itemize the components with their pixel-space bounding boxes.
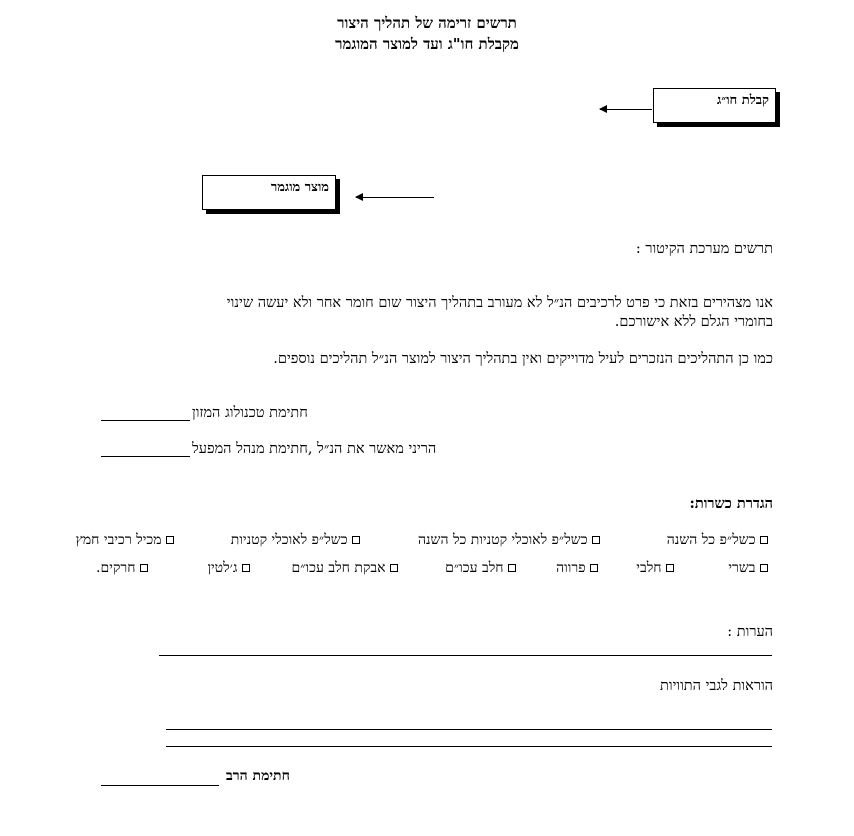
notes-line[interactable] xyxy=(159,655,772,656)
checkbox[interactable] xyxy=(352,536,360,544)
kashrut-option[interactable] xyxy=(445,560,516,577)
kashrut-option-label: כשל״פ כל השנה xyxy=(666,532,756,548)
kashrut-option-label: כשל״פ לאוכלי קטניות xyxy=(230,532,348,548)
rabbi-signature-label: חתימת הרב xyxy=(226,768,290,784)
notes-label: הערות : xyxy=(727,624,773,640)
checkbox[interactable] xyxy=(592,536,600,544)
labeling-line[interactable] xyxy=(166,746,772,747)
kashrut-option-label: בשרי xyxy=(728,560,756,576)
checkbox[interactable] xyxy=(242,564,250,572)
technologist-signature-label: חתימת טכנולוג המזון xyxy=(192,405,308,421)
checkbox[interactable] xyxy=(666,564,674,572)
kashrut-option[interactable] xyxy=(667,532,768,549)
checkbox[interactable] xyxy=(166,536,174,544)
kashrut-option[interactable] xyxy=(76,532,174,549)
kashrut-heading: הגדרת כשרות: xyxy=(689,495,773,512)
arrow-left-icon xyxy=(600,109,652,110)
kashrut-option[interactable] xyxy=(556,560,598,577)
kashrut-option-label: כשל״פ לאוכלי קטניות כל השנה xyxy=(417,532,588,548)
kashrut-option-label: חרקים. xyxy=(96,560,136,576)
labeling-line[interactable] xyxy=(166,729,772,730)
kashrut-option[interactable] xyxy=(636,560,674,577)
process-declaration: כמו כן התהליכים הנזכרים לעיל מדוייקים ואין בתהליך היצור למוצר הנ״ל תהליכים נוספים. xyxy=(273,351,773,367)
kashrut-option-label: פרווה xyxy=(556,560,586,576)
steam-system-label: תרשים מערכת הקיטור : xyxy=(635,241,773,257)
flow-box-finished-product-label: מוצר מוגמר xyxy=(270,180,329,195)
technologist-signature-line[interactable] xyxy=(101,420,190,421)
kashrut-option-label: חלב עכו״ם xyxy=(445,560,504,576)
declaration-line: אנו מצהירים בזאת כי פרט לרכיבים הנ״ל לא מעורב בתהליך היצור שום חומר אחר ולא יעשה שינוי xyxy=(226,295,773,311)
declaration-paragraph xyxy=(93,294,773,332)
kashrut-option[interactable] xyxy=(96,560,148,577)
checkbox[interactable] xyxy=(140,564,148,572)
flow-box-raw-materials-label: קבלת חו״ג xyxy=(716,93,769,108)
kashrut-option-label: חלבי xyxy=(636,560,662,576)
checkbox[interactable] xyxy=(760,564,768,572)
checkbox[interactable] xyxy=(590,564,598,572)
document-title: תרשים זרימה של תהליך היצור xyxy=(337,14,517,32)
kashrut-option-label: אבקת חלב עכו״ם xyxy=(291,560,386,576)
kashrut-option-label: ג׳לטין xyxy=(207,560,238,576)
checkbox[interactable] xyxy=(760,536,768,544)
manager-signature-line[interactable] xyxy=(101,456,190,457)
labeling-instructions-label: הוראות לגבי התוויות xyxy=(660,678,773,694)
kashrut-option[interactable] xyxy=(728,560,768,577)
kashrut-option[interactable] xyxy=(207,560,250,577)
kashrut-option[interactable] xyxy=(291,560,398,577)
checkbox[interactable] xyxy=(508,564,516,572)
kashrut-option[interactable] xyxy=(231,532,360,549)
checkbox[interactable] xyxy=(390,564,398,572)
rabbi-signature-line[interactable] xyxy=(101,785,219,786)
manager-signature-label: הריני מאשר את הנ״ל ,חתימת מנהל המפעל xyxy=(192,441,437,457)
kashrut-option-label: מכיל רכיבי חמץ xyxy=(75,532,162,548)
arrow-left-icon xyxy=(356,197,434,198)
declaration-line: בחומרי הגלם ללא אישורכם. xyxy=(614,314,773,330)
flow-box-finished-product xyxy=(202,175,336,210)
kashrut-option[interactable] xyxy=(418,532,600,549)
flow-box-raw-materials xyxy=(653,88,776,123)
document-subtitle: מקבלת חו"ג ועד למוצר המוגמר xyxy=(335,35,519,53)
